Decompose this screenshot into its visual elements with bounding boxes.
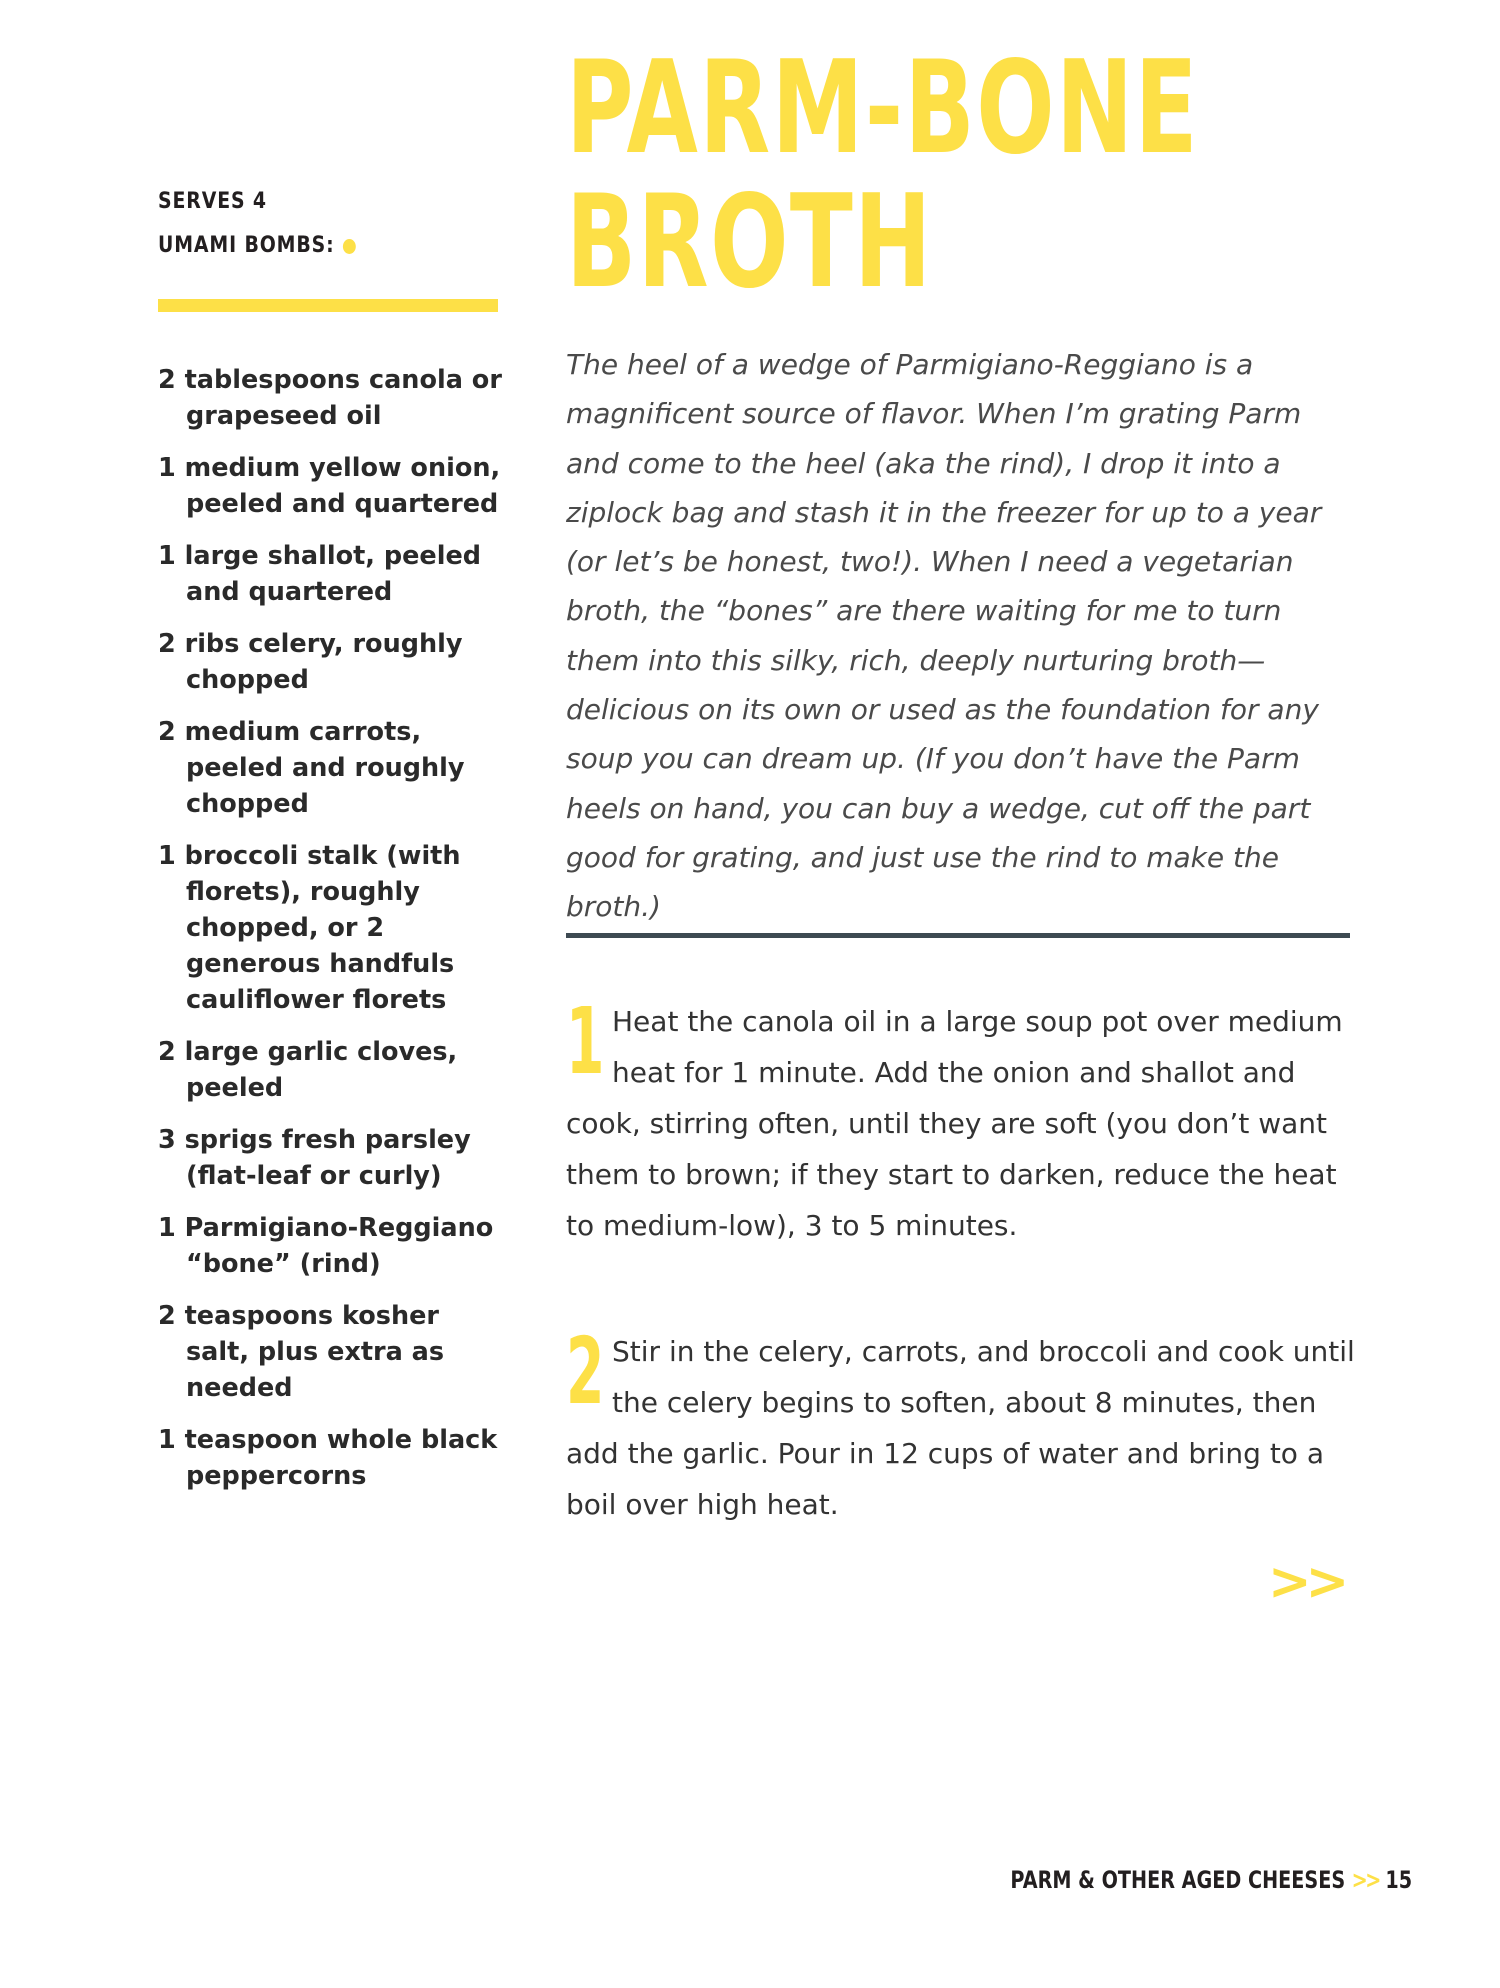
step-text: Stir in the celery, carrots, and broccoli and cook until the celery begins to soften, about 8 minutes, then add the garlic. Pour in 12 cups of water and bring to a boil over high heat. xyxy=(566,1335,1355,1521)
recipe-intro: The heel of a wedge of Parmigiano-Reggiano is a magnificent source of flavor. When I’m grating Parm and come to the heel (aka the rind), I drop it into a ziplock bag and stash it in the freezer for up to a year (or let’s be honest, two!). When I need a vegetarian broth, the “bones” are there waiting for me to turn them into this silky, rich, deeply nurturing broth—delicious on its own or used as the foundation for any soup you can dream up. (If you don’t have the Parm heels on hand, you can buy a wedge, cut off the part good for grating, and just use the rind to make the broth.) xyxy=(566,348,1322,924)
page-footer xyxy=(1010,1866,1412,1894)
recipe-title-line-2: BROTH xyxy=(566,168,933,317)
recipe-meta xyxy=(158,180,498,268)
continue-arrows-icon: >> xyxy=(1268,1552,1344,1612)
step-number: 2 xyxy=(566,1318,605,1425)
sidebar-divider xyxy=(158,299,498,312)
umami-bombs-label: UMAMI BOMBS: xyxy=(158,233,335,258)
yellow-dot-icon xyxy=(343,239,356,254)
serves-label: SERVES 4 xyxy=(158,189,267,214)
ingredient-item: 1 medium yellow onion, peeled and quartered xyxy=(158,453,501,519)
intro-divider xyxy=(566,933,1350,938)
recipe-title xyxy=(566,34,1199,317)
step-2 xyxy=(566,1318,1356,1530)
recipe-title-line-1: PARM-BONE xyxy=(566,34,1199,183)
footer-arrows-icon: >> xyxy=(1351,1866,1379,1894)
ingredient-item: 2 ribs celery, roughly chopped xyxy=(158,629,463,695)
ingredient-item: 1 Parmigiano-Reggiano “bone” (rind) xyxy=(158,1213,494,1279)
ingredient-item: 1 teaspoon whole black peppercorns xyxy=(158,1425,498,1491)
ingredient-item: 2 teaspoons kosher salt, plus extra as needed xyxy=(158,1301,445,1403)
step-1 xyxy=(566,988,1356,1251)
ingredient-list xyxy=(158,362,508,1510)
ingredient-item: 1 large shallot, peeled and quartered xyxy=(158,541,481,607)
step-text: Heat the canola oil in a large soup pot over medium heat for 1 minute. Add the onion and shallot and cook, stirring often, until they are soft (you don’t want them to brown; if they start to darken, reduce the heat to medium-low), 3 to 5 minutes. xyxy=(566,1005,1343,1242)
ingredient-item: 2 medium carrots, peeled and roughly chopped xyxy=(158,717,465,819)
ingredient-item: 2 large garlic cloves, peeled xyxy=(158,1037,458,1103)
ingredient-item: 1 broccoli stalk (with florets), roughly chopped, or 2 generous handfuls cauliflower florets xyxy=(158,841,461,1015)
page-number: 15 xyxy=(1385,1866,1412,1894)
ingredient-item: 3 sprigs fresh parsley (flat-leaf or curly) xyxy=(158,1125,471,1191)
footer-section-title: PARM & OTHER AGED CHEESES xyxy=(1010,1866,1346,1894)
step-number: 1 xyxy=(566,988,605,1095)
umami-bombs-row xyxy=(158,224,450,268)
ingredient-item: 2 tablespoons canola or grapeseed oil xyxy=(158,365,502,431)
